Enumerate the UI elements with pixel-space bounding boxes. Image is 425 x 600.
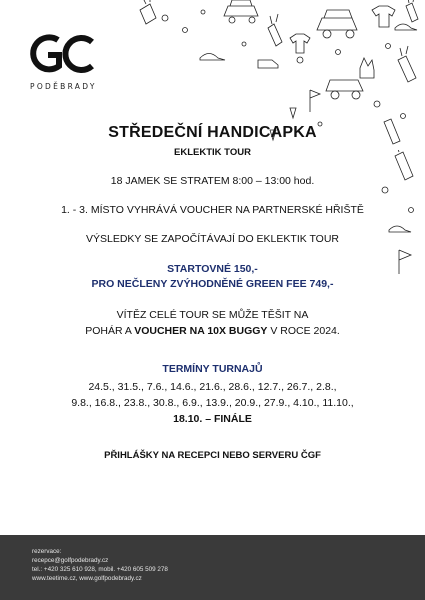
golf-flag-icon: [310, 90, 320, 112]
golf-cart-icon: [317, 10, 357, 38]
footer-email[interactable]: recepce@golfpodebrady.cz: [32, 557, 109, 564]
winner-line-1: VÍTĚZ CELÉ TOUR SE MŮŽE TĚŠIT NA: [116, 309, 309, 321]
non-member-green-fee: PRO NEČLENY ZVÝHODNĚNÉ GREEN FEE 749,-: [91, 278, 334, 290]
golf-glove-icon: [360, 58, 374, 78]
winner-prize-prefix: POHÁR A: [85, 325, 135, 337]
winner-line-2: [0, 325, 425, 337]
golf-cart-icon: [224, 0, 258, 23]
tournament-dates: [0, 379, 425, 427]
footer-web[interactable]: www.teetime.cz, www.golfpodebrady.cz: [32, 575, 142, 582]
golf-bag-icon: [268, 14, 282, 46]
footer-phones: tel.: +420 325 610 928, mobil. +420 605 509 278: [32, 566, 168, 573]
logo: [28, 32, 108, 91]
final-date: 18.10. – FINÁLE: [173, 413, 252, 425]
event-subtitle: EKLEKTIK TOUR: [174, 147, 251, 158]
event-holes-time: 18 JAMEK SE STRATEM 8:00 – 13:00 hod.: [110, 175, 315, 187]
event-title: STŘEDEČNÍ HANDICAPKA: [108, 124, 317, 141]
logo-text: PODĚBRADY: [30, 82, 97, 91]
tournament-dates-heading: TERMÍNY TURNAJŮ: [162, 363, 263, 375]
golf-cart-icon: [326, 80, 363, 99]
golf-shoe-icon: [258, 60, 278, 68]
golf-bag-icon: [406, 0, 418, 22]
logo-mark-gc: [28, 32, 98, 76]
footer: [0, 535, 425, 600]
golf-cap-icon: [200, 54, 225, 61]
tournament-dates-line-2: 9.8., 16.8., 23.8., 30.8., 6.9., 13.9., 20.9., 27.9., 4.10., 11.10.,: [71, 397, 354, 409]
golf-ball-icon: [162, 10, 205, 33]
golf-cap-icon: [395, 24, 417, 30]
event-prize-places: 1. - 3. MÍSTO VYHRÁVÁ VOUCHER NA PARTNERSKÉ HŘIŠTĚ: [61, 204, 364, 216]
golf-bag-icon: [398, 46, 416, 82]
winner-prize-suffix: V ROCE 2024.: [267, 325, 340, 337]
golf-bag-icon: [140, 0, 156, 24]
footer-contacts: [32, 547, 168, 583]
entry-fee: STARTOVNÉ 150,-: [167, 263, 258, 275]
golf-shirt-icon: [372, 6, 395, 27]
tournament-dates-line-1: 24.5., 31.5., 7.6., 14.6., 21.6., 28.6., 12.7., 26.7., 2.8.,: [88, 381, 337, 393]
event-content: [0, 124, 425, 461]
golf-shirt-icon: [290, 34, 310, 53]
event-results-note: VÝSLEDKY SE ZAPOČÍTÁVAJÍ DO EKLEKTIK TOUR: [85, 233, 340, 245]
registration-note: PŘIHLÁŠKY NA RECEPCI NEBO SERVERU ČGF: [104, 450, 321, 461]
footer-label: rezervace:: [32, 548, 62, 555]
winner-buggy-voucher: VOUCHER NA 10X BUGGY: [134, 325, 268, 337]
